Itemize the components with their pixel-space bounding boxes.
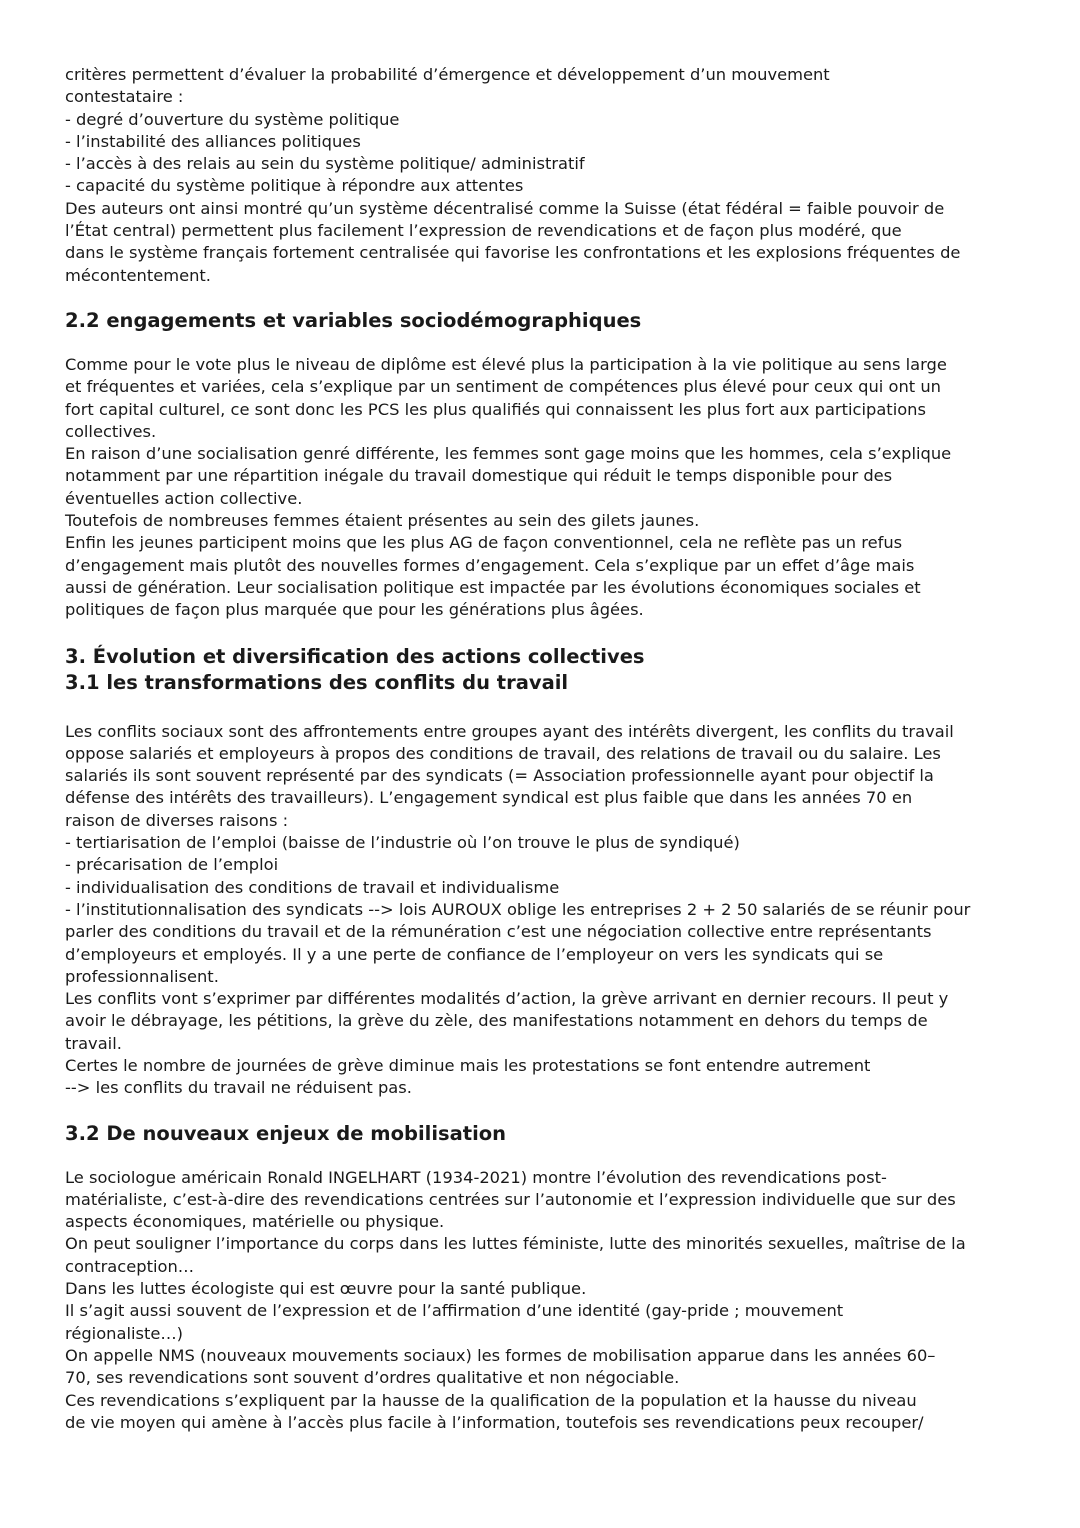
paragraph-labour-conflicts (65, 721, 1025, 1100)
text-line: d’engagement mais plutôt des nouvelles formes d’engagement. Cela s’explique par un effet d’âge mais (65, 555, 915, 575)
text-line: l’État central) permettent plus facilement l’expression de revendications et de façon plus modéré, que (65, 221, 902, 241)
section-heading-3-2 (65, 1121, 1025, 1147)
text-line: - degré d’ouverture du système politique (65, 109, 400, 129)
heading-line: 3. Évolution et diversification des actions collectives (65, 644, 645, 668)
text-line: Les conflits sociaux sont des affrontements entre groupes ayant des intérêts divergent, les conflits du travail (65, 721, 954, 741)
text-line: Il s’agit aussi souvent de l’expression et de l’affirmation d’une identité (gay-pride ; mouvement (65, 1301, 844, 1321)
text-line: Les conflits vont s’exprimer par différentes modalités d’action, la grève arrivant en dernier recours. Il peut y (65, 989, 949, 1009)
text-line: Des auteurs ont ainsi montré qu’un système décentralisé comme la Suisse (état fédéral = faible pouvoir de (65, 198, 945, 218)
heading-line: 3.2 De nouveaux enjeux de mobilisation (65, 1121, 507, 1145)
text-line: critères permettent d’évaluer la probabilité d’émergence et développement d’un mouvement (65, 65, 830, 84)
heading-line: 3.1 les transformations des conflits du travail (65, 670, 569, 694)
text-line: contraception… (65, 1256, 195, 1276)
text-line: - précarisation de l’emploi (65, 855, 279, 875)
text-line: matérialiste, c’est-à-dire des revendications centrées sur l’autonomie et l’expression individuelle que sur des (65, 1189, 956, 1209)
text-line: notamment par une répartition inégale du travail domestique qui réduit le temps disponible pour des (65, 466, 893, 486)
text-line: --> les conflits du travail ne réduisent pas. (65, 1078, 412, 1098)
text-line: aspects économiques, matérielle ou physique. (65, 1212, 445, 1232)
text-line: En raison d’une socialisation genré différente, les femmes sont gage moins que les hommes, cela s’explique (65, 444, 952, 464)
text-line: travail. (65, 1033, 122, 1053)
section-heading-3 (65, 644, 1025, 696)
text-line: fort capital culturel, ce sont donc les PCS les plus qualifiés qui connaissent les plus fort aux participations (65, 399, 926, 419)
text-line: d’employeurs et employés. Il y a une perte de confiance de l’employeur on vers les syndicats qui se (65, 944, 884, 964)
document-page (65, 64, 1025, 1434)
paragraph-new-mobilisation (65, 1167, 1025, 1435)
text-line: mécontentement. (65, 265, 211, 285)
spacer (65, 696, 1025, 721)
text-line: - capacité du système politique à répondre aux attentes (65, 176, 524, 196)
text-line: - l’institutionnalisation des syndicats --> lois AUROUX oblige les entreprises 2 + 2 50 salariés de se réunir pour (65, 899, 971, 919)
text-line: et fréquentes et variées, cela s’explique par un sentiment de compétences plus élevé pour ceux qui ont un (65, 377, 941, 397)
text-line: collectives. (65, 421, 157, 441)
text-line: Enfin les jeunes participent moins que les plus AG de façon conventionnel, cela ne reflète pas un refus (65, 533, 903, 553)
spacer (65, 1147, 1025, 1167)
spacer (65, 334, 1025, 354)
text-line: éventuelles action collective. (65, 488, 303, 508)
text-line: On peut souligner l’importance du corps dans les luttes féministe, lutte des minorités sexuelles, maîtrise de la (65, 1234, 966, 1254)
paragraph-opportunity-criteria (65, 64, 1025, 287)
text-line: aussi de génération. Leur socialisation politique est impactée par les évolutions économiques sociales et (65, 577, 921, 597)
text-line: avoir le débrayage, les pétitions, la grève du zèle, des manifestations notamment en dehors du temps de (65, 1011, 928, 1031)
text-line: régionaliste…) (65, 1323, 184, 1343)
text-line: raison de diverses raisons : (65, 810, 289, 830)
text-line: - l’accès à des relais au sein du système politique/ administratif (65, 154, 585, 174)
text-line: contestataire : (65, 87, 184, 107)
text-line: oppose salariés et employeurs à propos des conditions de travail, des relations de travail ou du salaire. Les (65, 743, 941, 763)
text-line: Toutefois de nombreuses femmes étaient présentes au sein des gilets jaunes. (65, 511, 700, 531)
text-line: 70, ses revendications sont souvent d’ordres qualitative et non négociable. (65, 1368, 680, 1388)
text-line: Certes le nombre de journées de grève diminue mais les protestations se font entendre autrement (65, 1055, 871, 1075)
text-line: Dans les luttes écologiste qui est œuvre pour la santé publique. (65, 1279, 587, 1299)
text-line: - l’instabilité des alliances politiques (65, 131, 361, 151)
text-line: dans le système français fortement centralisée qui favorise les confrontations et les explosions fréquentes de (65, 243, 961, 263)
text-line: Le sociologue américain Ronald INGELHART (1934-2021) montre l’évolution des revendications post- (65, 1167, 887, 1187)
paragraph-sociodemographic (65, 354, 1025, 622)
text-line: Ces revendications s’expliquent par la hausse de la qualification de la population et la hausse du niveau (65, 1390, 917, 1410)
text-line: salariés ils sont souvent représenté par des syndicats (= Association professionnelle ayant pour objectif la (65, 766, 934, 786)
text-line: professionnalisent. (65, 966, 219, 986)
heading-line: 2.2 engagements et variables sociodémographiques (65, 308, 642, 332)
text-line: On appelle NMS (nouveaux mouvements sociaux) les formes de mobilisation apparue dans les années 60– (65, 1345, 936, 1365)
spacer (65, 622, 1025, 644)
text-line: de vie moyen qui amène à l’accès plus facile à l’information, toutefois ses revendications peux recouper/ (65, 1412, 924, 1432)
text-line: défense des intérêts des travailleurs). L’engagement syndical est plus faible que dans les années 70 en (65, 788, 913, 808)
spacer (65, 287, 1025, 308)
text-line: - tertiarisation de l’emploi (baisse de l’industrie où l’on trouve le plus de syndiqué) (65, 833, 740, 853)
spacer (65, 1100, 1025, 1121)
text-line: politiques de façon plus marquée que pour les générations plus âgées. (65, 600, 644, 620)
text-line: Comme pour le vote plus le niveau de diplôme est élevé plus la participation à la vie politique au sens large (65, 354, 947, 374)
text-line: - individualisation des conditions de travail et individualisme (65, 877, 560, 897)
text-line: parler des conditions du travail et de la rémunération c’est une négociation collective entre représentants (65, 922, 932, 942)
section-heading-2-2 (65, 308, 1025, 334)
